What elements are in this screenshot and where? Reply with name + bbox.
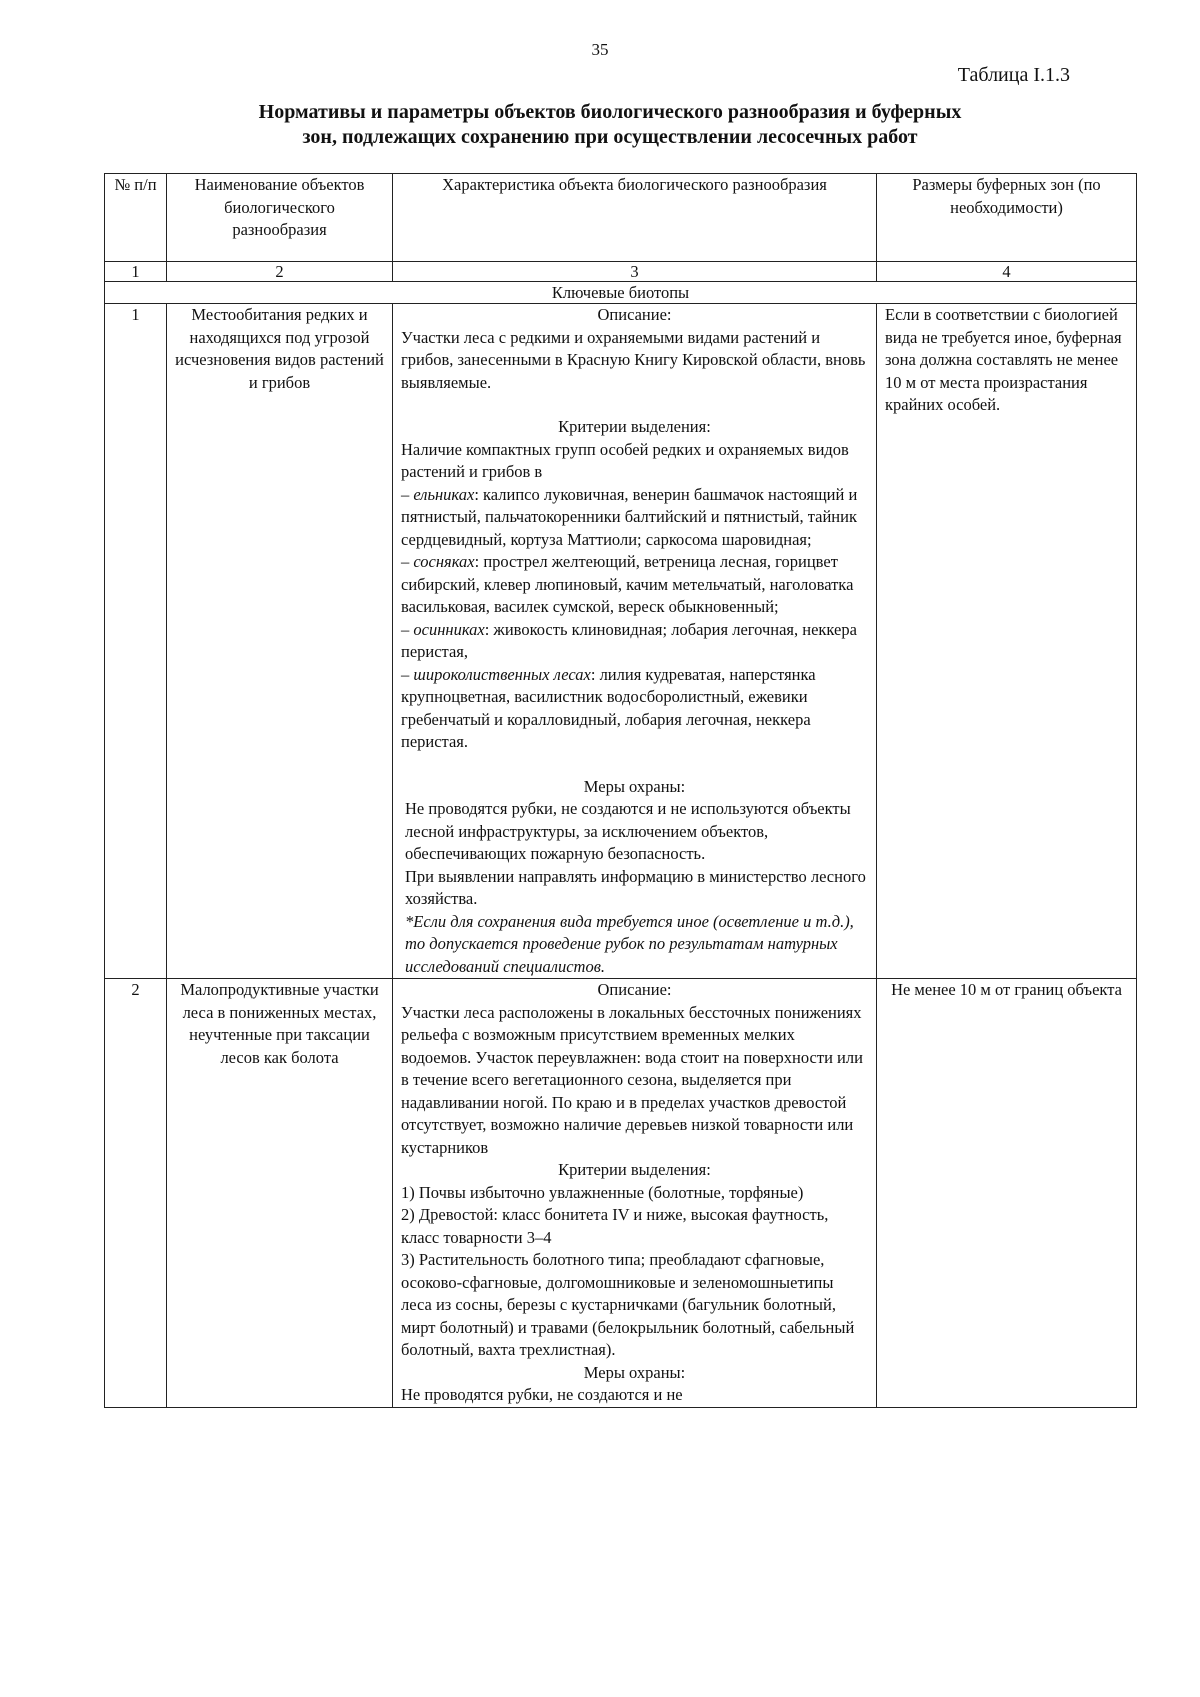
criteria-aspen: [401, 619, 868, 664]
buffer-zone-size: Если в соответствии с биологией вида не требуется иное, буферная зона должна составлять не менее 10 м от места произрастания крайних особей.: [877, 304, 1137, 979]
buffer-zone-size: Не менее 10 м от границ объекта: [877, 979, 1137, 1408]
column-number: 1: [105, 262, 167, 282]
measures-text: При выявлении направлять информацию в министерство лесного хозяйства.: [405, 866, 866, 908]
measures-heading: Меры охраны:: [583, 776, 686, 796]
forest-type-label: – сосняках: [401, 552, 475, 571]
header-number: № п/п: [105, 174, 167, 262]
object-name: Малопродуктивные участки леса в пониженных местах, неучтенные при таксации лесов как болота: [167, 979, 393, 1408]
column-number: 4: [877, 262, 1137, 282]
criteria-pine: [401, 551, 868, 619]
forest-type-label: – широколиственных лесах: [401, 664, 591, 684]
criteria-item: 2) Древостой: класс бонитета IV и ниже, высокая фаутность, класс товарности 3–4: [401, 1205, 829, 1247]
header-characteristics: Характеристика объекта биологического разнообразия: [393, 174, 877, 262]
criteria-heading: Критерии выделения:: [558, 1160, 711, 1179]
criteria-item: 3) Растительность болотного типа; преобладают сфагновые, осоково-сфагновые, долгомошниковые и зеленомошныетипы леса из сосны, березы с кустарничками (багульник болотный, мирт болотный) и травами (белокрыльник болотный, сабельный болотный, вахта трехлистная).: [401, 1250, 855, 1359]
biodiversity-table: [104, 173, 1137, 1408]
title-line-2: зон, подлежащих сохранению при осуществлении лесосечных работ: [302, 126, 918, 148]
page-number: 35: [591, 40, 609, 59]
measures-text: Не проводятся рубки, не создаются и не: [401, 1385, 683, 1404]
section-row: [105, 282, 1137, 304]
description-text: Участки леса расположены в локальных бессточных понижениях рельефа с возможным присутствием временных мелких водоемов. Участок переувлажнен: вода стоит на поверхности или в течение всего вегетационного сезона, выделяется при надавливании ногой. По краю и в пределах участков древостой отсутствует, возможно наличие деревьев низкой товарности или кустарников: [401, 1002, 863, 1157]
row-number: 1: [105, 304, 167, 979]
section-title: Ключевые биотопы: [105, 282, 1137, 304]
column-number: 2: [167, 262, 393, 282]
species-list: : прострел желтеющий, ветреница лесная, горицвет сибирский, клевер люпиновый, качим метельчатый, наголоватка васильковая, василек сумской, вереск обыкновенный;: [401, 552, 854, 616]
measures-note: *Если для сохранения вида требуется иное (осветление и т.д.), то допускается проведение рубок по результатам натурных исследований специалистов.: [405, 911, 854, 976]
forest-type-label: – ельниках: [401, 484, 475, 504]
header-object-name: Наименование объектов биологического разнообразия: [167, 174, 393, 262]
measures-text: Не проводятся рубки, не создаются и не используются объекты лесной инфраструктуры, за исключением объектов, обеспечивающих пожарную безопасность.: [405, 799, 851, 863]
criteria-heading: Критерии выделения:: [558, 417, 711, 436]
object-characteristics: [393, 304, 877, 979]
description-heading: Описание:: [597, 305, 672, 324]
description-heading: Описание:: [597, 980, 672, 999]
table-row: [105, 304, 1137, 979]
column-number-row: [105, 262, 1137, 282]
object-characteristics: [393, 979, 877, 1408]
criteria-spruce: [401, 484, 868, 552]
criteria-broadleaf: [401, 664, 868, 754]
species-list: : лилия кудреватая, наперстянка крупноцветная, василистник водосборолистный, ежевики гребенчатый и коралловидный, лобария легочная, неккера перистая.: [401, 664, 816, 751]
criteria-intro: Наличие компактных групп особей редких и охраняемых видов растений и грибов в: [401, 439, 849, 481]
document-title: [150, 100, 1070, 150]
forest-type-label: – осинниках: [401, 619, 485, 639]
table-label: Таблица I.1.3: [957, 64, 1070, 86]
species-list: : живокость клиновидная; лобария легочная, неккера перистая,: [401, 619, 857, 661]
species-list: : калипсо луковичная, венерин башмачок настоящий и пятнистый, пальчатокоренники балтийский и пятнистый, тайник сердцевидный, кортуза Маттиоли; саркосома шаровидная;: [401, 484, 858, 549]
object-name: Местообитания редких и находящихся под угрозой исчезновения видов растений и грибов: [167, 304, 393, 979]
criteria-item: 1) Почвы избыточно увлажненные (болотные, торфяные): [401, 1182, 804, 1202]
description-text: Участки леса с редкими и охраняемыми видами растений и грибов, занесенными в Красную Книгу Кировской области, вновь выявляемые.: [401, 327, 866, 392]
table-row: [105, 979, 1137, 1408]
column-number: 3: [393, 262, 877, 282]
measures-heading: Меры охраны:: [583, 1362, 686, 1382]
title-line-1: Нормативы и параметры объектов биологического разнообразия и буферных: [258, 101, 962, 123]
header-row: [105, 174, 1137, 262]
row-number: 2: [105, 979, 167, 1408]
header-buffer-zone: Размеры буферных зон (по необходимости): [877, 174, 1137, 262]
